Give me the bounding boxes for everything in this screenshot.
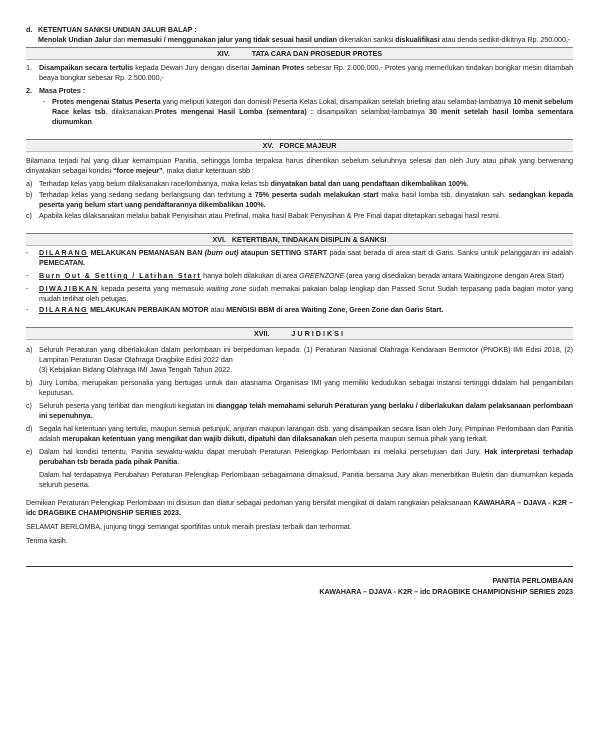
text-run: sudah memakai pakaian balap lengkap dan Passed Scrut Sudah terpasang pada bagian motor yang mudah terlihat oleh petugas. bbox=[39, 284, 573, 303]
text-run: . bbox=[91, 117, 94, 126]
item-marker: b) bbox=[26, 190, 33, 199]
text-run: yang meliputi kategori dan domisili Peserta Kelas Lokal, disampaikan setelah briefing atau selambat-lambatnya bbox=[160, 97, 514, 106]
bold-text: “force mejeur” bbox=[112, 166, 163, 175]
text-run: disampaikan selambat-lambatnya bbox=[313, 107, 429, 116]
bold-text: diskualifikasi bbox=[395, 35, 440, 44]
item-extra-line: (3) Kebijakan Bidang Olahraga IMI Jawa Tengah Tahun 2022. bbox=[39, 365, 233, 374]
text-run: , maka diatur ketentuan sbb : bbox=[162, 166, 254, 175]
bold-text: MENGISI BBM di area Waiting Zone, Green Zone dan Garis Start. bbox=[226, 305, 444, 314]
item-body bbox=[39, 345, 573, 375]
bold-text: memasuki / menggunakan jalur yang tidak sesuai hasil undian bbox=[127, 35, 337, 44]
item-text bbox=[39, 63, 573, 83]
bold-text: merupakan ketentuan yang mengikat dan wajib diikuti, dipatuhi dan dilaksanakan bbox=[62, 434, 337, 443]
item-text bbox=[39, 345, 573, 365]
text-run: kepada Dewan Jury dengan disertai bbox=[133, 63, 252, 72]
bold-text: 30 menit setelah hasil lomba sementara diumumkan bbox=[52, 107, 574, 126]
list-item-juridiksi-d bbox=[26, 424, 573, 444]
section-d-sanksi-undian bbox=[26, 25, 573, 45]
text-run: Seluruh peserta yang terlibat dan mengikuti kegiatan ini bbox=[39, 401, 216, 410]
bold-text: PEMECATAN. bbox=[39, 258, 85, 267]
section-xvii-number: XVII. bbox=[254, 329, 270, 338]
list-item-protes-2 bbox=[26, 86, 573, 96]
bold-text: Menolak Undian Jalur bbox=[38, 35, 112, 44]
list-item-juridiksi-e bbox=[26, 447, 573, 490]
bold-text: sedangkan kepada peserta yang belum start uang pendaftarannya dikembalikan 100%. bbox=[39, 190, 573, 209]
item-text bbox=[39, 190, 573, 210]
text-run: pada saat berada di area start di Garis. Sanksi untuk pelanggaran ini adalah bbox=[327, 248, 573, 257]
item-marker: b) bbox=[26, 378, 33, 387]
text-run: Bilamana terjadi hal yang diluar kemampuan Panitia, sehingga lomba terpaksa harus dihentikan sebelum seluruhnya selesai dan oleh Jury atau pihak yang berwenang dinyatakan sebagai kondisi bbox=[26, 156, 573, 175]
item-text bbox=[39, 378, 573, 398]
item-title: Masa Protes : bbox=[39, 86, 86, 95]
section-d-title: KETENTUAN SANKSI UNDIAN JALUR BALAP : bbox=[38, 25, 197, 34]
bold-text: 10 menit sebelum Race kelas tsb bbox=[52, 97, 573, 116]
text-run: atau bbox=[208, 305, 227, 314]
section-xiv-number: XIV. bbox=[217, 49, 230, 58]
text-run: . bbox=[177, 457, 180, 466]
item-text bbox=[39, 284, 573, 304]
sub-item-masa-protes bbox=[26, 97, 573, 127]
list-item-juridiksi-a bbox=[26, 345, 573, 375]
item-marker: - bbox=[26, 284, 29, 293]
list-item-force-c bbox=[26, 211, 573, 221]
section-xiv-title: TATA CARA DAN PROSEDUR PROTES bbox=[251, 49, 382, 58]
list-item-force-b bbox=[26, 190, 573, 210]
signature-line-1: PANITIA PERLOMBAAN bbox=[492, 576, 573, 585]
text-run: oleh peserta maupun semua pihak yang terkait. bbox=[336, 434, 488, 443]
section-xvii-title: JURIDIKSI bbox=[291, 329, 345, 338]
bold-text: KAWAHARA – DJAVA - K2R – idc DRAGBIKE CHAMPIONSHIP SERIES 2023. bbox=[26, 498, 574, 517]
bold-text: Hak interpretasi terhadap perubahan tsb berada pada pihak Panitia bbox=[39, 447, 573, 466]
text-run: atau denda sedikit-dikitnya Rp. 250.000,- bbox=[439, 35, 571, 44]
text-run: dan bbox=[111, 35, 128, 44]
section-header-xvi bbox=[26, 233, 573, 246]
bold-text: Protes mengenai Status Peserta bbox=[52, 97, 161, 106]
text-run: Apabila kelas dilaksanakan melalui babak Penyisihan atau Prefinal, maka hasil Babak Penyisihan & Pre Final dapat ditetapkan sebagai hasil resmi. bbox=[39, 211, 501, 220]
bold-text: Disampaikan secara tertulis bbox=[39, 63, 134, 72]
signature-line-2: KAWAHARA – DJAVA - K2R – idc DRAGBIKE CHAMPIONSHIP SERIES 2023 bbox=[319, 587, 573, 596]
bold-text: dianggap telah memahami seluruh Peraturan yang berlaku / diberlakukan dalam pelaksanaan perlombaan ini sepenuhnya. bbox=[39, 401, 573, 420]
item-marker: 2. bbox=[26, 86, 32, 95]
item-marker: a) bbox=[26, 345, 33, 354]
list-item-juridiksi-c bbox=[26, 401, 573, 421]
bold-text: ± 75% peserta sudah melakukan start bbox=[248, 190, 379, 199]
item-marker: e) bbox=[26, 447, 33, 456]
item-extra-line: Dalam hal terdapatnya Perubahan Peraturan Pelengkap Perlombaan sebagaimana dimaksud, Panitia bersama Jury akan menerbitkan Buletin dan diumumkan kepada seluruh peserta. bbox=[39, 470, 573, 489]
bold-text: MELAKUKAN PERBAIKAN MOTOR bbox=[88, 305, 209, 314]
list-item-force-a bbox=[26, 179, 573, 189]
text-run: Dalam hal kondisi tertentu, Panitia sewaktu-waktu dapat merubah Peraturan Pelengkap Perlombaan ini melalui persetujuan dari Jury. bbox=[39, 447, 485, 456]
item-text bbox=[39, 424, 573, 444]
section-header-xiv bbox=[26, 47, 573, 60]
item-marker: a) bbox=[26, 179, 33, 188]
item-text bbox=[39, 271, 573, 281]
bold-text: Protes mengenai Hasil Lomba (sementara) : bbox=[154, 107, 314, 116]
text-run: kepada peserta yang memasuki bbox=[98, 284, 207, 293]
text-run: . dilaksanakan. bbox=[105, 107, 155, 116]
section-d-body bbox=[26, 35, 573, 45]
text-run: (area yang disediakan berada antara Waitingzone dengan Area Start) bbox=[344, 271, 564, 280]
text-run: maka hasil lomba tsb. dinyatakan sah. bbox=[378, 190, 509, 199]
item-marker: - bbox=[26, 271, 29, 280]
section-xvi-title: KETERTIBAN, TINDAKAN DISIPLIN & SANKSI bbox=[231, 235, 387, 244]
closing-thanks: Terima kasih. bbox=[26, 536, 68, 545]
text-run: Segala hal ketentuan yang tertulis, maupun semua petunjuk, anjuran maupun larangan dsb. yang disampaikan secara lisan oleh Jury, Pimpinan Perlombaan dan Panitia adalah bbox=[39, 424, 573, 443]
bold-text: dinyatakan batal dan uang pendaftaan dikembalikan 100%. bbox=[270, 179, 469, 188]
footer-divider bbox=[26, 566, 573, 567]
item-marker: d) bbox=[26, 424, 33, 433]
closing-greeting: SELAMAT BERLOMBA, junjung tinggi semangat sportifitas untuk meraih prestasi terbaik dan terhormat. bbox=[26, 522, 352, 531]
text-run: Demikian Peraturan Pelengkap Perlombaan ini disusun dan diatur sebagai pedoman yang bersifat mengikat di dalam rangkaian pelaksanaan bbox=[26, 498, 474, 507]
item-text bbox=[39, 447, 573, 467]
emphasis-keyword: DILARANG bbox=[39, 305, 89, 314]
list-item-disiplin-1 bbox=[26, 248, 573, 268]
bold-text: (burn out) bbox=[204, 248, 239, 257]
bold-text: ataupun SETTING START bbox=[238, 248, 328, 257]
section-d-marker: d. bbox=[26, 25, 33, 34]
signature-block bbox=[26, 575, 573, 597]
item-text bbox=[39, 179, 573, 189]
bold-text: Jaminan Protes bbox=[251, 63, 305, 72]
emphasis-keyword: Burn Out & Setting / Latihan Start bbox=[39, 271, 202, 280]
text-run: dikenakan sanksi bbox=[337, 35, 396, 44]
section-header-xvii bbox=[26, 327, 573, 340]
list-item-disiplin-3 bbox=[26, 284, 573, 304]
list-item-protes-1 bbox=[26, 63, 573, 83]
text-run: Terhadap kelas yang sedang sedang berlangsung dan terhitung bbox=[39, 190, 249, 199]
text-run: hanya boleh dilakukan di area bbox=[201, 271, 300, 280]
text-run: Jury Lomba, merupakan personalia yang bertugas untuk dan atasnama Organisasi IMI yang memiliki kedudukan sebagai instansi tertinggi didalam hal pengambilan keputusan. bbox=[39, 378, 573, 397]
text-run: Terhadap kelas yang belum dilaksanakan race/lombanya, maka kelas tsb bbox=[39, 179, 271, 188]
sub-item-text bbox=[52, 97, 573, 127]
emphasis-keyword: DILARANG bbox=[39, 248, 89, 257]
item-marker: c) bbox=[26, 211, 32, 220]
item-body bbox=[39, 447, 573, 490]
item-marker: - bbox=[26, 305, 29, 314]
list-item-disiplin-4 bbox=[26, 305, 573, 315]
section-xvi-number: XVI. bbox=[212, 235, 226, 244]
item-marker: 1. bbox=[26, 63, 32, 72]
section-xv-intro bbox=[26, 156, 573, 176]
closing-paragraph bbox=[26, 498, 573, 518]
text-run: GREENZONE bbox=[299, 271, 345, 280]
item-text bbox=[39, 248, 573, 268]
emphasis-keyword: DIWAJIBKAN bbox=[39, 284, 99, 293]
item-text bbox=[39, 305, 573, 315]
list-item-disiplin-2 bbox=[26, 271, 573, 281]
sub-item-marker: - bbox=[43, 97, 46, 106]
item-text bbox=[39, 211, 573, 221]
section-xv-title: FORCE MAJEUR bbox=[279, 141, 337, 150]
item-marker: - bbox=[26, 248, 29, 257]
item-marker: c) bbox=[26, 401, 32, 410]
text-run: waiting zone bbox=[206, 284, 247, 293]
document-page bbox=[26, 25, 573, 597]
item-text bbox=[39, 401, 573, 421]
list-item-juridiksi-b bbox=[26, 378, 573, 398]
section-header-xv bbox=[26, 139, 573, 152]
text-run: sebesar Rp. 2.000.000,- Protes yang memerlukan tindakan bongkar mesin ditambah beaya bongkar sebesar Rp. 2.500.000,- bbox=[39, 63, 574, 82]
section-xv-number: XV. bbox=[262, 141, 274, 150]
bold-text: MELAKUKAN PEMANASAN BAN bbox=[88, 248, 205, 257]
text-run: Seluruh Peraturan yang diberlakukan dalam perlombaan ini berpedoman kepada: (1) Peraturan Nasional Olahraga Kendaraan Bermotor (PNOKB) IMI Edisi 2018, (2) Lampiran Peraturan Dasar Olahraga Dragbike Edisi 2022 dan bbox=[39, 345, 573, 364]
